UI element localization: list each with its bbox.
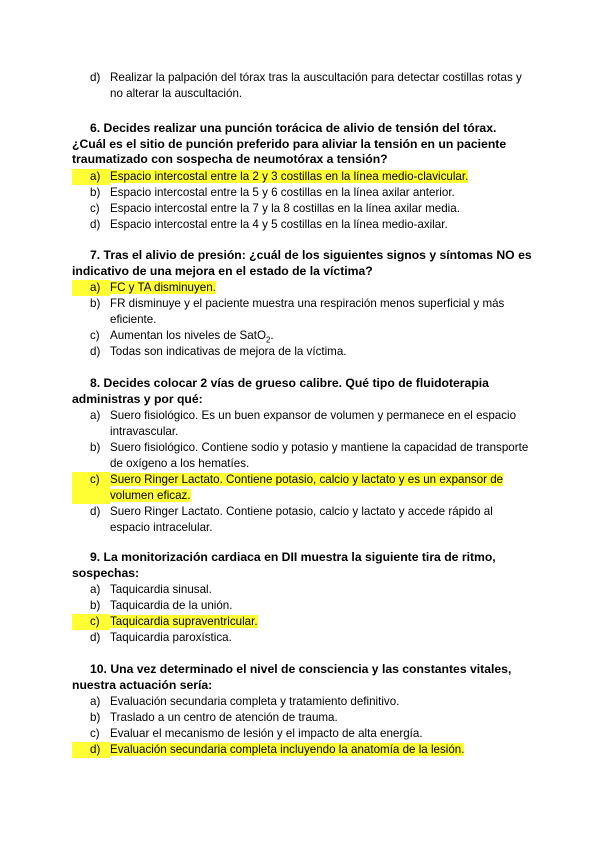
question-title-rest: nuestra actuación sería: <box>72 677 213 692</box>
question-title <box>72 121 532 168</box>
option-b <box>72 710 532 726</box>
question-7 <box>72 248 532 360</box>
question-title <box>72 550 532 581</box>
option-letter: d) <box>90 217 101 231</box>
question-title-lead: 9. La monitorización cardiaca en DII muestra la siguiente tira de ritmo, <box>90 550 496 564</box>
question-title-lead: 7. Tras el alivio de presión: ¿cuál de los siguientes signos y síntomas NO <box>90 248 515 262</box>
option-letter: a) <box>90 695 101 708</box>
option-letter: c) <box>72 614 110 630</box>
option-b <box>72 440 532 472</box>
option-text-highlighted: Evaluación secundaria completa incluyendo la anatomía de la lesión. <box>110 743 465 756</box>
question-title-lead: 6. Decides realizar una punción torácica de alivio de tensión del tórax. <box>90 121 497 135</box>
option-letter: b) <box>90 599 101 612</box>
option-a <box>72 694 532 710</box>
option-letter: c) <box>90 201 100 215</box>
option-text-highlighted: Suero Ringer Lactato. Contiene potasio, calcio y lactato y es un expansor de volumen eficaz. <box>110 473 504 502</box>
option-a <box>72 169 532 185</box>
option-c <box>72 614 532 630</box>
option-text: Espacio intercostal entre la 4 y 5 costillas en la línea medio-axilar. <box>110 217 448 231</box>
question-5-continuation <box>72 70 532 102</box>
option-letter: c) <box>72 472 110 504</box>
option-letter: d) <box>90 345 101 358</box>
question-title <box>72 376 532 407</box>
option-letter: c) <box>90 329 100 342</box>
option-text: Suero fisiológico. Es un buen expansor de volumen y permanece en el espacio intravascular. <box>110 409 517 438</box>
option-a <box>72 280 532 296</box>
subscript: 2 <box>265 335 271 345</box>
option-letter: b) <box>90 297 101 310</box>
option-text: Espacio intercostal entre la 7 y la 8 costillas en la línea axilar media. <box>110 201 460 215</box>
question-title-lead: 8. Decides colocar 2 vías de grueso calibre. Qué tipo de fluidoterapia <box>90 376 489 390</box>
question-title-rest: ¿Cuál es el sitio de punción preferido para aliviar la tensión en un paciente traumatizado con sospecha de neumotórax a tensión? <box>72 136 507 166</box>
option-letter: d) <box>90 71 101 84</box>
option-letter: a) <box>72 169 110 185</box>
option-text: FR disminuye y el paciente muestra una respiración menos superficial y más eficiente. <box>110 297 505 326</box>
option-d <box>72 630 532 646</box>
question-title <box>72 662 532 693</box>
option-c <box>72 328 532 344</box>
option-text: Realizar la palpación del tórax tras la auscultación para detectar costillas rotas y no alterar la auscultación. <box>110 71 522 100</box>
option-b <box>72 185 532 201</box>
option-letter: d) <box>90 505 101 518</box>
option-d <box>72 344 532 360</box>
option-letter: d) <box>72 742 110 758</box>
option-d <box>72 70 532 102</box>
option-text: Taquicardia paroxística. <box>110 631 232 644</box>
option-text: Evaluación secundaria completa y tratamiento definitivo. <box>110 695 400 708</box>
option-text <box>110 328 532 344</box>
option-c <box>72 201 532 217</box>
option-a <box>72 582 532 598</box>
option-letter: a) <box>90 409 101 422</box>
option-c <box>72 726 532 742</box>
question-title-rest: es indicativo de una mejora en el estado de la víctima? <box>72 248 532 278</box>
option-text: Traslado a un centro de atención de trauma. <box>110 711 338 724</box>
option-letter: d) <box>90 631 101 644</box>
option-text-main: Aumentan los niveles de SatO <box>110 329 266 342</box>
option-text: Suero fisiológico. Contiene sodio y potasio y mantiene la capacidad de transporte de oxígeno a los hematíes. <box>110 441 529 470</box>
option-text: Taquicardia de la unión. <box>110 599 233 612</box>
option-text: Todas son indicativas de mejora de la víctima. <box>110 345 347 358</box>
option-letter: b) <box>90 441 101 454</box>
question-9 <box>72 550 532 646</box>
question-6 <box>72 121 532 233</box>
question-8 <box>72 376 532 536</box>
option-text: Espacio intercostal entre la 5 y 6 costillas en la línea axilar anterior. <box>110 185 455 199</box>
question-10 <box>72 662 532 758</box>
option-text: Suero Ringer Lactato. Contiene potasio, calcio y lactato y accede rápido al espacio intracelular. <box>110 505 493 534</box>
question-title-rest: administras y por qué: <box>72 391 203 406</box>
option-letter: a) <box>72 280 110 296</box>
option-text: Taquicardia sinusal. <box>110 583 212 596</box>
option-text-highlighted: Espacio intercostal entre la 2 y 3 costillas en la línea medio-clavicular. <box>110 169 469 183</box>
option-c <box>72 472 532 504</box>
option-text-end: . <box>270 329 274 342</box>
option-b <box>72 598 532 614</box>
option-letter: a) <box>90 583 101 596</box>
option-letter: b) <box>90 711 101 724</box>
option-b <box>72 296 532 328</box>
option-d <box>72 504 532 536</box>
question-title-lead: 10. Una vez determinado el nivel de consciencia y las constantes vitales, <box>90 662 512 676</box>
question-title-rest: sospechas: <box>72 565 140 580</box>
question-title <box>72 248 532 279</box>
option-a <box>72 408 532 440</box>
option-letter: b) <box>90 185 101 199</box>
option-text-highlighted: FC y TA disminuyen. <box>110 281 216 294</box>
option-text: Evaluar el mecanismo de lesión y el impacto de alta energía. <box>110 727 423 740</box>
option-d <box>72 742 532 758</box>
option-letter: c) <box>90 727 100 740</box>
option-text-highlighted: Taquicardia supraventricular. <box>110 615 258 628</box>
option-d <box>72 217 532 233</box>
